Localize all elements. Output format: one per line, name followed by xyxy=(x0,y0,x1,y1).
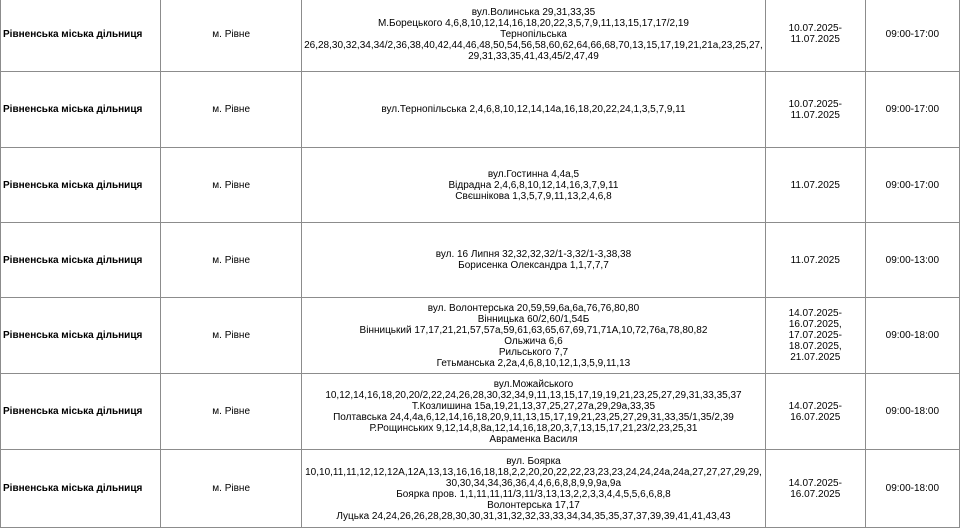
city-cell: м. Рівне xyxy=(161,450,302,528)
time-cell: 09:00-13:00 xyxy=(865,223,959,298)
site-cell: Рівненська міська дільниця xyxy=(1,223,161,298)
address-cell xyxy=(302,0,766,72)
address-line: Відрадна 2,4,6,8,10,12,14,16,3,7,9,11 xyxy=(448,179,619,191)
address-line: М.Борецького 4,6,8,10,12,14,16,18,20,22,3,5,7,9,11,13,15,17,17/2,19 xyxy=(377,17,689,29)
table-row xyxy=(1,72,960,148)
date-line: 14.07.2025- xyxy=(788,400,842,412)
address-line: вул.Волинська 29,31,33,35 xyxy=(471,6,596,18)
date-line: 10.07.2025- xyxy=(788,23,842,34)
address-cell xyxy=(302,223,766,298)
city-cell: м. Рівне xyxy=(161,0,302,72)
time-cell: 09:00-18:00 xyxy=(865,298,959,374)
date-cell xyxy=(765,72,865,148)
address-line: вул.Гостинна 4,4а,5 xyxy=(487,168,580,180)
date-cell xyxy=(765,374,865,450)
address-line: вул. 16 Липня 32,32,32,32/1-3,32/1-3,38,38 xyxy=(435,249,632,260)
address-cell xyxy=(302,148,766,223)
address-line: 29,31,33,35,41,43,45/2,47,49 xyxy=(468,50,599,62)
address-line: Ольжича 6,6 xyxy=(504,335,563,347)
table-row xyxy=(1,450,960,528)
address-cell xyxy=(302,72,766,148)
address-cell xyxy=(302,450,766,528)
address-line: вул. Волонтерська 20,59,59,6а,6а,76,76,80,80 xyxy=(427,302,640,314)
site-cell: Рівненська міська дільниця xyxy=(1,72,161,148)
address-line: 10,10,11,11,12,12,12А,12А,13,13,16,16,18,18,2,2,20,20,22,22,23,23,23,24,24,24а,24а,27,27,27,29,29, xyxy=(305,466,762,478)
date-line: 16.07.2025 xyxy=(790,488,841,500)
address-line: Рильського 7,7 xyxy=(498,346,569,358)
address-line: вул.Можайського xyxy=(493,378,574,390)
address-line: Т.Козлишина 15а,19,21,13,37,25,27,27а,29,29а,33,35 xyxy=(411,400,656,412)
date-cell xyxy=(765,450,865,528)
date-cell xyxy=(765,0,865,72)
address-line: Боярка пров. 1,1,11,11,11/3,11/3,13,13,2,2,3,3,4,4,5,5,6,6,8,8 xyxy=(396,488,671,500)
address-line: Свєшнікова 1,3,5,7,9,11,13,2,4,6,8 xyxy=(455,190,612,202)
date-cell xyxy=(765,298,865,374)
site-cell: Рівненська міська дільниця xyxy=(1,0,161,72)
city-cell: м. Рівне xyxy=(161,72,302,148)
site-cell: Рівненська міська дільниця xyxy=(1,298,161,374)
city-cell: м. Рівне xyxy=(161,374,302,450)
address-line: Полтавська 24,4,4а,6,12,14,16,18,20,9,11,13,15,17,19,21,23,25,27,29,31,33,35/1,35/2,39 xyxy=(333,411,734,423)
address-line: Борисенка Олександра 1,1,7,7,7 xyxy=(458,260,609,271)
date-line: 16.07.2025, xyxy=(788,319,842,330)
date-line: 11.07.2025 xyxy=(790,179,840,191)
date-line: 16.07.2025 xyxy=(790,411,841,423)
table-row xyxy=(1,374,960,450)
address-line: 10,12,14,16,18,20,20/2,22,24,26,28,30,32,34,9,11,13,15,17,19,19,21,23,25,27,29,31,33,35,37 xyxy=(325,389,742,401)
time-cell: 09:00-17:00 xyxy=(865,148,959,223)
date-line: 21.07.2025 xyxy=(790,352,841,363)
date-line: 14.07.2025- xyxy=(788,308,842,319)
table-row xyxy=(1,298,960,374)
date-line: 10.07.2025- xyxy=(788,98,842,110)
address-cell xyxy=(302,298,766,374)
address-line: Гетьманська 2,2а,4,6,8,10,12,1,3,5,9,11,13 xyxy=(436,357,631,369)
date-line: 17.07.2025- xyxy=(788,330,842,341)
site-cell: Рівненська міська дільниця xyxy=(1,450,161,528)
site-cell: Рівненська міська дільниця xyxy=(1,148,161,223)
city-cell: м. Рівне xyxy=(161,223,302,298)
city-cell: м. Рівне xyxy=(161,148,302,223)
table-row xyxy=(1,0,960,72)
address-line: Р.Рощинських 9,12,14,8,8а,12,14,16,18,20,3,7,13,15,17,21,23/2,23,25,31 xyxy=(369,422,698,434)
address-line: Вінницький 17,17,21,21,57,57а,59,61,63,65,67,69,71,71А,10,72,76а,78,80,82 xyxy=(359,324,708,336)
time-cell: 09:00-17:00 xyxy=(865,0,959,72)
address-line: Луцька 24,24,26,26,28,28,30,30,31,31,32,32,33,33,34,34,35,35,37,37,39,39,41,41,43,43 xyxy=(336,510,731,522)
address-line: Волонтерська 17,17 xyxy=(487,499,580,511)
address-line: вул. Боярка xyxy=(506,455,561,467)
time-cell: 09:00-17:00 xyxy=(865,72,959,148)
address-line: 26,28,30,32,34,34/2,36,38,40,42,44,46,48,50,54,56,58,60,62,64,66,68,70,13,15,17,19,21,21а,23,25,27, xyxy=(304,39,763,51)
date-line: 18.07.2025, xyxy=(788,341,842,352)
date-line: 11.07.2025 xyxy=(790,254,840,266)
address-cell xyxy=(302,374,766,450)
time-cell: 09:00-18:00 xyxy=(865,450,959,528)
date-cell xyxy=(765,223,865,298)
date-line: 14.07.2025- xyxy=(788,477,842,489)
date-line: 11.07.2025 xyxy=(790,109,840,121)
address-line: 30,30,34,34,36,36,4,4,6,6,8,8,9,9,9а,9а xyxy=(445,477,622,489)
date-cell xyxy=(765,148,865,223)
city-cell: м. Рівне xyxy=(161,298,302,374)
site-cell: Рівненська міська дільниця xyxy=(1,374,161,450)
address-line: вул.Тернопільська 2,4,6,8,10,12,14,14а,16,18,20,22,24,1,3,5,7,9,11 xyxy=(381,104,686,115)
table-row xyxy=(1,148,960,223)
address-line: Вінницька 60/2,60/1,54Б xyxy=(477,313,590,325)
time-cell: 09:00-18:00 xyxy=(865,374,959,450)
address-line: Авраменка Василя xyxy=(489,433,578,445)
address-line: Тернопільська xyxy=(500,28,567,40)
table-body xyxy=(1,0,960,528)
table-row xyxy=(1,223,960,298)
date-line: 11.07.2025 xyxy=(790,34,840,45)
